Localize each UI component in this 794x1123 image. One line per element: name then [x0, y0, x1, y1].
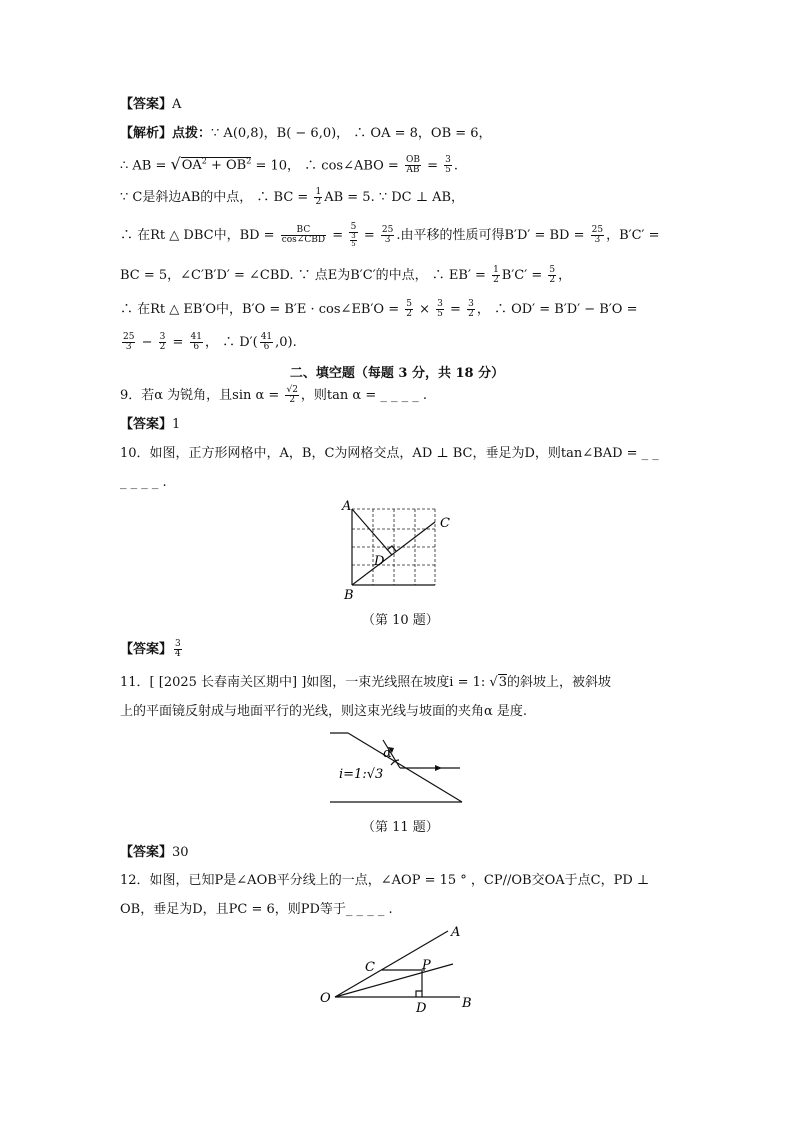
q8-text: ， ∴ D′(: [204, 335, 258, 350]
q8-text: ∴ 在Rt △ DBC中，BD =: [120, 228, 279, 243]
q8-text: =: [168, 335, 188, 350]
q8-text: ∵ A(0,8)，B( − 6,0)， ∴ OA = 8，OB = 6，: [211, 126, 492, 141]
answer-label: 【答案】: [120, 845, 173, 860]
numerator: 25: [123, 332, 135, 342]
q8-text: =: [445, 302, 466, 317]
q10-caption: （第 10 题）: [362, 613, 439, 628]
denominator: 5: [445, 165, 451, 176]
denominator: 2: [549, 275, 556, 285]
q8-text: ∵ C是斜边AB的中点， ∴ BC =: [120, 190, 313, 205]
denominator: 2: [289, 395, 296, 405]
sqrt-sign: √: [170, 154, 181, 174]
fraction: [405, 300, 413, 319]
label-C: C: [365, 960, 375, 975]
q11-answer-line: [120, 844, 189, 862]
outgoing-arrow-icon: [435, 765, 442, 771]
numerator: 25: [591, 225, 604, 235]
numerator: BC: [281, 226, 326, 236]
q9-answer: 1: [172, 417, 181, 432]
q8-text: =: [328, 228, 348, 243]
q8-text: ， ∴ OD′ = B′D′ − B′O =: [476, 302, 638, 317]
label-D: D: [416, 1001, 427, 1015]
q8-text: ,0).: [275, 335, 297, 350]
hint-label: 点拨：: [172, 126, 212, 141]
denominator: 2: [493, 275, 499, 285]
numerator: 3: [351, 232, 356, 240]
denominator: 6: [263, 342, 270, 352]
fraction: [349, 223, 357, 248]
angle-lines: [335, 931, 460, 997]
q8-text: ∴ 在Rt △ EB′O中，B′O = B′E · cos∠EB′O =: [120, 302, 404, 317]
q8-text: =: [422, 158, 443, 174]
fraction: [281, 226, 326, 245]
denominator: 3: [384, 235, 391, 245]
denominator: 5: [437, 309, 443, 319]
numerator: 41: [190, 332, 202, 342]
numerator: 5: [350, 222, 357, 232]
label-B: B: [344, 588, 354, 603]
answer-label: 【答案】: [120, 642, 173, 657]
q11-text: 的斜坡上，被斜坡: [507, 675, 612, 690]
label-C: C: [440, 516, 450, 531]
denominator: [349, 233, 357, 248]
q8-text: ∴ AB =: [120, 158, 171, 174]
numerator: 3: [437, 299, 443, 309]
fraction: [381, 226, 394, 245]
fraction: [174, 640, 182, 659]
numerator: √2: [286, 385, 298, 395]
denominator: 6: [193, 342, 200, 352]
q8-answer-line: [120, 96, 181, 114]
fraction: [122, 333, 135, 352]
answer-label: 【答案】: [120, 97, 173, 112]
q8-text: OA: [181, 158, 202, 174]
numerator: 3: [175, 639, 181, 649]
q8-analysis-line1: [120, 125, 492, 143]
fraction: [444, 156, 452, 175]
q9-answer-line: [120, 416, 180, 434]
numerator: 3: [159, 332, 166, 342]
q8-text: ×: [415, 302, 435, 317]
q12-angle-figure: [315, 920, 485, 1015]
q10-question-line2: _ _ _ _ .: [120, 475, 167, 490]
fraction: [492, 266, 500, 285]
q11-caption: （第 11 题）: [362, 820, 439, 835]
q8-text: AB = 5. ∵ DC ⊥ AB，: [324, 190, 465, 205]
q11-question-line2: 上的平面镜反射成与地面平行的光线，则这束光线与坡面的夹角α 是度.: [120, 704, 528, 719]
fraction: [467, 300, 475, 319]
fraction: [405, 156, 421, 175]
q8-text: BC = 5，∠C′B′D′ = ∠CBD. ∵ 点E为B′C′的中点， ∴ EB′ =: [120, 268, 491, 283]
label-A: A: [451, 925, 461, 940]
q8-analysis-line6: [120, 300, 638, 319]
numerator: 5: [549, 265, 556, 275]
denominator: cos∠CBD: [281, 235, 326, 245]
q8-answer: A: [172, 97, 182, 112]
denominator: 3: [594, 235, 601, 245]
sqrt-expression: [181, 157, 252, 173]
numerator: 5: [406, 299, 412, 309]
q8-text: −: [137, 335, 157, 350]
q12-question-line1: 12．如图，已知P是∠AOB平分线上的一点，∠AOP = 15 ° ，CP//OB交OA于点C，PD ⊥: [120, 873, 650, 888]
fraction: [285, 386, 298, 405]
fraction: [190, 333, 203, 352]
label-P: P: [422, 958, 431, 973]
q10-answer-line: [120, 640, 184, 659]
fraction: [548, 266, 556, 285]
q8-text: .由平移的性质可得B′D′ = BD =: [396, 228, 589, 243]
label-D: D: [374, 554, 385, 569]
denominator: 2: [406, 309, 412, 319]
q8-text: B′C′ =: [501, 268, 547, 283]
fraction: [591, 226, 604, 245]
denominator: 3: [125, 342, 132, 352]
q8-analysis-line2: ∴ AB = $√OA^2 + OB^2 = 10$， ∴ cos∠ABO = $\frac{OB}{AB}$ = $\frac{3}{5}$ .: [120, 154, 459, 176]
numerator: OB: [405, 155, 420, 166]
q11-answer: 30: [172, 845, 189, 860]
fraction: [314, 188, 322, 207]
label-A: A: [342, 499, 352, 514]
denominator: 2: [315, 197, 322, 207]
numerator: 41: [260, 332, 273, 342]
q9-text: 9．若α 为锐角，且sin α =: [120, 388, 284, 403]
q9-question: [120, 386, 427, 405]
answer-label: 【答案】: [120, 417, 173, 432]
denominator: 5: [351, 240, 356, 248]
q11-text: 11．[ [2025 长春南关区期中] ]如图，一束光线照在坡度i = 1:: [120, 675, 490, 690]
q11-question-line1: [120, 674, 611, 692]
label-slope: i=1:√3: [339, 767, 384, 782]
numerator: 3: [445, 155, 451, 166]
denominator: AB: [406, 165, 420, 176]
denominator: 2: [159, 342, 166, 352]
q10-grid-figure: [330, 495, 470, 605]
sqrt-value: 3: [498, 675, 507, 690]
label-O: O: [320, 991, 331, 1006]
q12-question-line2: OB，垂足为D，且PC = 6，则PD等于_ _ _ _ .: [120, 902, 393, 917]
numerator: 3: [468, 299, 474, 309]
q8-analysis-line5: [120, 266, 571, 285]
q8-text: ，: [558, 268, 572, 283]
q10-question-line1: 10．如图，正方形网格中，A，B，C为网格交点，AD ⊥ BC，垂足为D，则tan∠BAD = _ _: [120, 446, 659, 461]
denominator: 2: [468, 309, 474, 319]
analysis-label: 【解析】: [120, 126, 173, 141]
q8-text: = 10， ∴ cos∠ABO =: [251, 158, 403, 174]
superscript: 2: [201, 157, 207, 166]
numerator: 25: [381, 225, 394, 235]
section-heading: 二、填空题（每题 3 分，共 18 分）: [289, 366, 505, 381]
q8-analysis-line3: [120, 188, 464, 207]
q11-slope-figure: [325, 728, 465, 808]
q8-text: ，B′C′ =: [606, 228, 660, 243]
label-B: B: [462, 996, 472, 1011]
q9-text: ，则tan α = _ _ _ _ .: [300, 388, 427, 403]
label-alpha: α: [383, 746, 392, 761]
q8-analysis-line4: [120, 223, 660, 248]
q8-text: + OB: [206, 158, 247, 174]
q8-text: =: [359, 228, 379, 243]
superscript: 2: [246, 157, 252, 166]
denominator: 4: [175, 649, 181, 659]
numerator: 1: [493, 265, 499, 275]
sqrt-sign: √: [489, 675, 498, 690]
q8-analysis-line7: [120, 333, 297, 352]
fraction: [350, 233, 356, 248]
fraction: [260, 333, 273, 352]
numerator: 1: [315, 187, 322, 197]
fraction: [159, 333, 167, 352]
fraction: [436, 300, 444, 319]
